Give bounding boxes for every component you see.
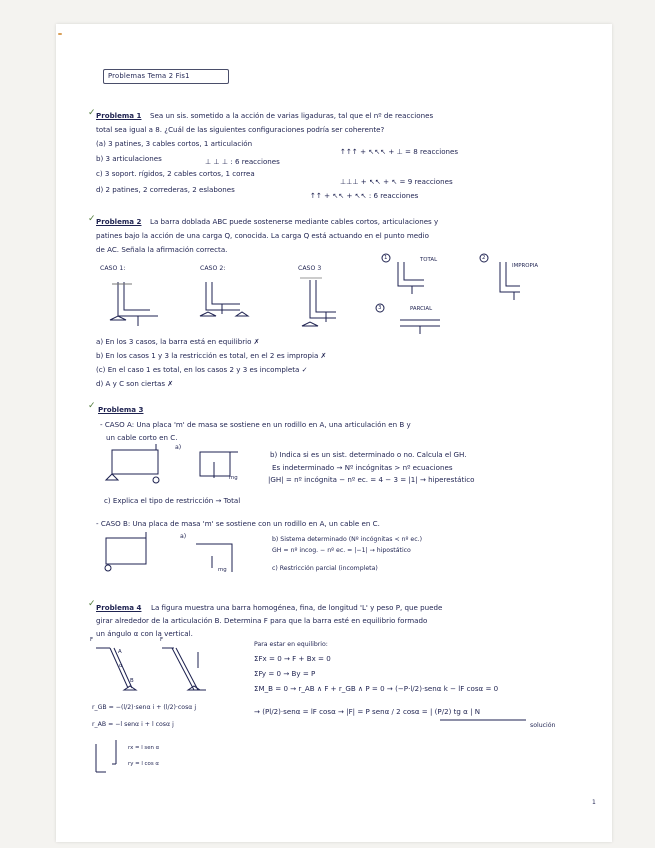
problem-2-heading: Problema 2 xyxy=(96,217,142,226)
equation-moment: ΣM_B = 0 → r_AB ∧ F + r_GB ∧ P = 0 → (−P·l/2)·senα k − lF cosα = 0 xyxy=(254,684,499,693)
case-a-c: c) Explica el tipo de restricción → Total xyxy=(104,496,241,505)
point-b-label: B xyxy=(130,678,134,684)
check-mark-icon: ✓ xyxy=(88,401,96,411)
equation-fx: ΣFx = 0 → F + Bx = 0 xyxy=(254,654,331,663)
problem-1-heading: Problema 1 xyxy=(96,111,142,120)
case-a-b-2: Es indeterminado → Nº incógnitas > nº ecuaciones xyxy=(272,463,453,472)
bar-sketch-1 xyxy=(96,648,136,690)
circle-1-number: 1 xyxy=(384,255,388,261)
problem-4-statement-3: un ángulo α con la vertical. xyxy=(96,629,193,638)
problem-2-statement-2: patines bajo la acción de una carga Q, conocida. La carga Q está actuando en el punto medio xyxy=(96,231,429,240)
impropia-label: IMPROPIA xyxy=(512,263,539,269)
circle-3 xyxy=(376,304,384,312)
problem-4-heading: Problema 4 xyxy=(96,603,142,612)
case-a-statement-1: - CASO A: Una placa 'm' de masa se sostiene en un rodillo en A, una articulación en B y xyxy=(100,420,411,429)
problem-1-option-d-calc: ↑↑ + ↖↖ + ↖↖ : 6 reacciones xyxy=(310,191,419,200)
vector-r-ab: r_AB = −l senα i + l cosα j xyxy=(92,721,174,728)
circle-3-number: 3 xyxy=(378,305,382,311)
case-1-label: CASO 1: xyxy=(100,265,126,272)
problem-4-statement-1: La figura muestra una barra homogénea, fina, de longitud 'L' y peso P, que puede xyxy=(151,603,443,612)
problem-1-option-c-calc: ⊥⊥⊥ + ↖↖ + ↖ = 9 reacciones xyxy=(340,177,453,186)
vector-r-gb: r_GB = −(l/2)·senα i + (l/2)·cosα j xyxy=(92,704,197,711)
problem-3-heading: Problema 3 xyxy=(98,405,144,414)
problem-1-option-a: (a) 3 patines, 3 cables cortos, 1 articulación xyxy=(96,139,253,148)
problem-2-option-c: (c) En el caso 1 es total, en los casos 2 y 3 es incompleta ✓ xyxy=(96,365,308,374)
equation-solution: → (Pl/2)·senα = lF cosα → |F| = P senα / 2 cosα = | (P/2) tg α | N xyxy=(254,707,481,716)
check-mark-icon: ✓ xyxy=(88,599,96,609)
force-f-label-2: F xyxy=(160,637,164,643)
check-mark-icon: ✓ xyxy=(88,108,96,118)
case-a-b-3: |GH| = nº incógnita − nº ec. = 4 − 3 = |1| → hiperestático xyxy=(268,475,475,484)
mg-label-a: mg xyxy=(229,475,238,481)
case-b-b-1: b) Sistema determinado (Nº incógnitas < nº ec.) xyxy=(272,536,423,543)
problem-1-option-c: c) 3 soport. rígidos, 2 cables cortos, 1 correa xyxy=(96,169,255,178)
problem-1-option-b: b) 3 articulaciones xyxy=(96,154,162,163)
case-a-statement-2: un cable corto en C. xyxy=(106,433,178,442)
equilibrium-title: Para estar en equilibrio: xyxy=(254,641,328,648)
case-2-sketch xyxy=(200,282,248,316)
circle-2-number: 2 xyxy=(482,255,486,261)
case-3-label: CASO 3 xyxy=(298,265,322,272)
circle-2 xyxy=(480,254,488,262)
equation-fy: ΣFy = 0 → By = P xyxy=(254,669,316,678)
problem-2-statement-1: La barra doblada ABC puede sostenerse mediante cables cortos, articulaciones y xyxy=(150,217,439,226)
problem-1-statement-2: total sea igual a 8. ¿Cuál de las siguientes configuraciones podría ser coherente? xyxy=(96,125,385,134)
problem-2-option-a: a) En los 3 casos, la barra está en equilibrio ✗ xyxy=(96,337,260,346)
point-a-label: A xyxy=(118,649,122,655)
case-b-c: c) Restricción parcial (incompleta) xyxy=(272,565,378,572)
solution-label: solución xyxy=(530,722,556,729)
problem-4-statement-2: girar alrededor de la articulación B. Determina F para que la barra esté en equilibrio formado xyxy=(96,616,428,625)
angle-alpha-label: α xyxy=(119,663,123,669)
case-3-sketch xyxy=(300,278,336,326)
problem-1-statement-1: Sea un sis. sometido a la acción de varias ligaduras, tal que el nº de reacciones xyxy=(150,111,434,120)
problem-2-option-b: b) En los casos 1 y 3 la restricción es total, en el 2 es impropia ✗ xyxy=(96,351,327,360)
check-mark-icon: ✓ xyxy=(88,214,96,224)
mg-label-b: mg xyxy=(218,567,227,573)
problem-1-option-b-calc: ⊥ ⊥ ⊥ : 6 reacciones xyxy=(205,157,280,166)
force-f-label-1: F xyxy=(90,637,94,643)
page-number: 1 xyxy=(592,799,596,806)
problem-1-option-d: d) 2 patines, 2 correderas, 2 eslabones xyxy=(96,185,235,194)
ry-label: ry = l cos α xyxy=(128,761,159,767)
case-a-sketch xyxy=(106,444,238,483)
total-label: TOTAL xyxy=(420,257,438,263)
case-2-label: CASO 2: xyxy=(200,265,226,272)
case-a-sub-a: a) xyxy=(175,444,182,451)
page-title: Problemas Tema 2 Fis1 xyxy=(108,72,190,80)
case-b-b-2: GH = nº incog. − nº ec. = |−1| → hipostático xyxy=(272,547,411,554)
problem-1-option-a-calc: ↑↑↑ + ↖↖↖ + ⊥ = 8 reacciones xyxy=(340,147,459,156)
case-a-b-1: b) Indica si es un sist. determinado o no. Calcula el GH. xyxy=(270,450,467,459)
case-b-sketch xyxy=(105,532,232,572)
case-1-sketch xyxy=(110,282,158,326)
case-b-statement: - CASO B: Una placa de masa 'm' se sostiene con un rodillo en A, un cable en C. xyxy=(96,519,380,528)
problem-2-statement-3: de AC. Señala la afirmación correcta. xyxy=(96,245,228,254)
bar-sketch-2 xyxy=(162,648,206,690)
rx-label: rx = l sen α xyxy=(128,745,160,751)
problem-2-option-d: d) A y C son ciertas ✗ xyxy=(96,379,174,388)
case-b-sub-a: a) xyxy=(180,533,187,540)
circle-1 xyxy=(382,254,390,262)
parcial-label: PARCIAL xyxy=(410,306,433,312)
